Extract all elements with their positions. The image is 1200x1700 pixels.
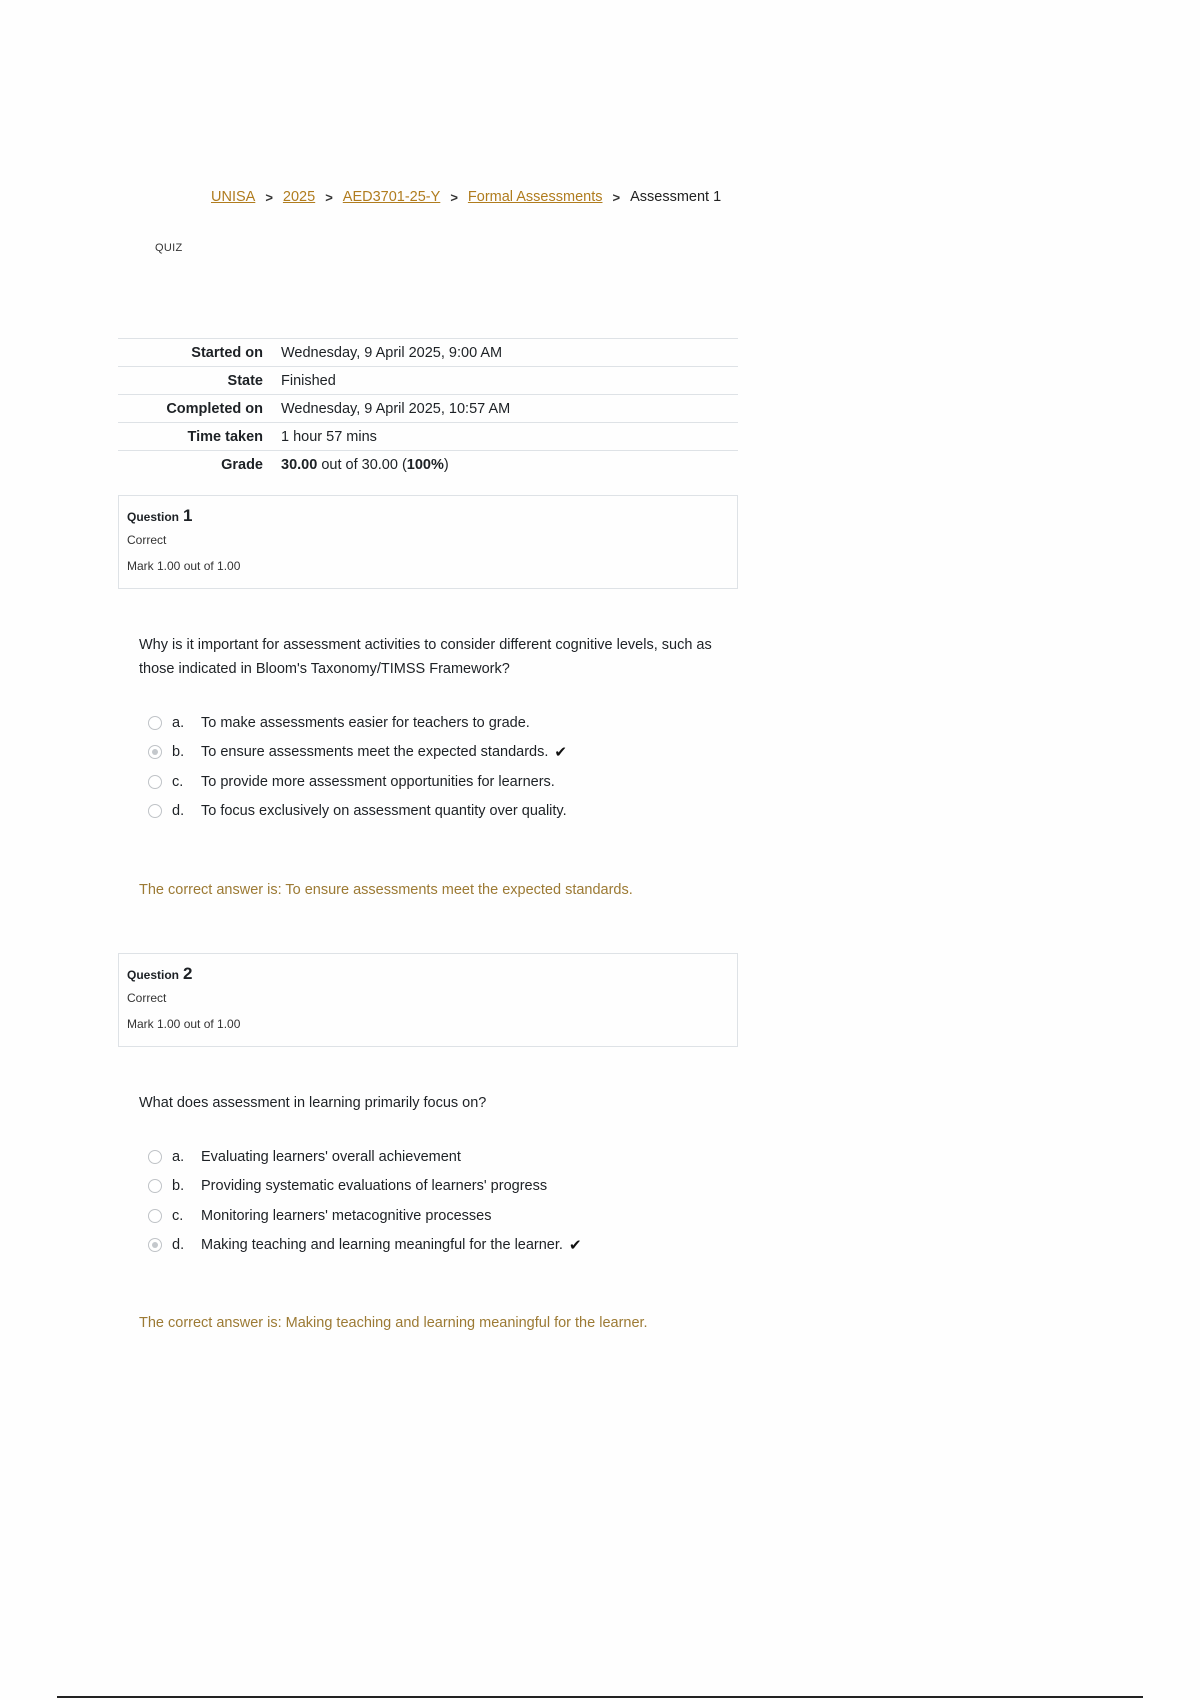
answer-text: Providing systematic evaluations of learners' progress	[201, 1178, 548, 1195]
question-info-box	[118, 495, 738, 589]
answer-option[interactable]	[148, 1201, 582, 1231]
summary-row-grade	[118, 451, 738, 479]
chevron-right-icon: >	[265, 189, 273, 205]
summary-row-started	[118, 339, 738, 367]
question-number	[127, 506, 729, 526]
page-bottom-divider	[57, 1696, 1143, 1698]
summary-row-time	[118, 423, 738, 451]
summary-row-state	[118, 367, 738, 395]
summary-label: Time taken	[187, 428, 263, 445]
summary-row-completed	[118, 395, 738, 423]
answer-letter: d.	[172, 803, 185, 820]
answer-text: To make assessments easier for teachers to grade.	[201, 714, 530, 731]
question-mark: Mark 1.00 out of 1.00	[127, 1017, 241, 1031]
summary-value: Finished	[281, 372, 336, 389]
check-icon: ✔	[568, 1237, 582, 1255]
breadcrumb	[211, 189, 721, 205]
right-answer-feedback: The correct answer is: To ensure assessments meet the expected standards.	[139, 882, 633, 898]
question-text: Why is it important for assessment activities to consider different cognitive levels, such as those indicated in Bloom's Taxonomy/TIMSS Framework?	[139, 637, 712, 677]
answer-text: To provide more assessment opportunities for learners.	[201, 773, 555, 790]
answer-list	[148, 1142, 582, 1260]
question-number	[127, 964, 729, 984]
radio-button[interactable]	[148, 1179, 162, 1193]
grade-value	[281, 451, 738, 479]
answer-letter: a.	[172, 714, 185, 731]
grade-score: 30.00	[281, 456, 318, 473]
answer-letter: c.	[172, 1207, 184, 1224]
question-number-value: 2	[183, 964, 193, 983]
summary-value: Wednesday, 9 April 2025, 10:57 AM	[281, 400, 511, 417]
breadcrumb-link-year[interactable]: 2025	[282, 189, 316, 205]
answer-option[interactable]	[148, 708, 567, 738]
radio-button[interactable]	[148, 1150, 162, 1164]
chevron-right-icon: >	[612, 189, 621, 205]
question-state: Correct	[127, 533, 167, 547]
question-label: Question	[127, 968, 180, 982]
answer-letter: a.	[172, 1148, 185, 1165]
question-state: Correct	[127, 991, 167, 1005]
answer-text: Making teaching and learning meaningful for the learner.	[201, 1237, 563, 1254]
radio-button-selected[interactable]	[148, 745, 162, 759]
answer-letter: c.	[172, 773, 184, 790]
summary-value: 1 hour 57 mins	[281, 428, 377, 445]
attempt-summary-table	[118, 338, 738, 479]
summary-label: Started on	[191, 344, 263, 361]
activity-type-label: QUIZ	[155, 242, 183, 254]
chevron-right-icon: >	[325, 189, 333, 205]
summary-label: Completed on	[166, 400, 263, 417]
grade-percent: 100%	[406, 456, 444, 473]
question-text: What does assessment in learning primarily focus on?	[139, 1095, 487, 1111]
check-icon: ✔	[554, 744, 567, 762]
grade-out-of: out of 30.00 (	[317, 456, 407, 473]
breadcrumb-link-unisa[interactable]: UNISA	[211, 189, 256, 205]
question-info-box	[118, 953, 738, 1047]
answer-option[interactable]	[148, 738, 567, 768]
answer-option[interactable]	[148, 767, 567, 797]
summary-value: Wednesday, 9 April 2025, 9:00 AM	[281, 344, 503, 361]
radio-button[interactable]	[148, 804, 162, 818]
answer-option[interactable]	[148, 797, 567, 827]
right-answer-feedback: The correct answer is: Making teaching and learning meaningful for the learner.	[139, 1315, 648, 1331]
answer-option[interactable]	[148, 1231, 582, 1261]
answer-option[interactable]	[148, 1172, 582, 1202]
grade-close: )	[443, 456, 449, 473]
answer-list	[148, 708, 567, 826]
answer-letter: d.	[172, 1237, 185, 1254]
answer-text: To focus exclusively on assessment quantity over quality.	[201, 803, 567, 820]
summary-label: Grade	[221, 456, 263, 473]
radio-button-selected[interactable]	[148, 1238, 162, 1252]
radio-button[interactable]	[148, 716, 162, 730]
answer-text: Monitoring learners' metacognitive processes	[201, 1207, 492, 1224]
chevron-right-icon: >	[450, 189, 458, 205]
question-mark: Mark 1.00 out of 1.00	[127, 559, 241, 573]
answer-text: To ensure assessments meet the expected standards.	[201, 744, 549, 761]
breadcrumb-link-section[interactable]: Formal Assessments	[467, 189, 603, 205]
answer-letter: b.	[172, 744, 185, 761]
answer-letter: b.	[172, 1178, 185, 1195]
answer-option[interactable]	[148, 1142, 582, 1172]
answer-text: Evaluating learners' overall achievement	[201, 1148, 461, 1165]
breadcrumb-current: Assessment 1	[630, 189, 722, 205]
question-number-value: 1	[183, 506, 193, 525]
summary-label: State	[227, 372, 263, 389]
breadcrumb-link-course[interactable]: AED3701-25-Y	[342, 189, 441, 205]
radio-button[interactable]	[148, 775, 162, 789]
question-label: Question	[127, 510, 180, 524]
radio-button[interactable]	[148, 1209, 162, 1223]
